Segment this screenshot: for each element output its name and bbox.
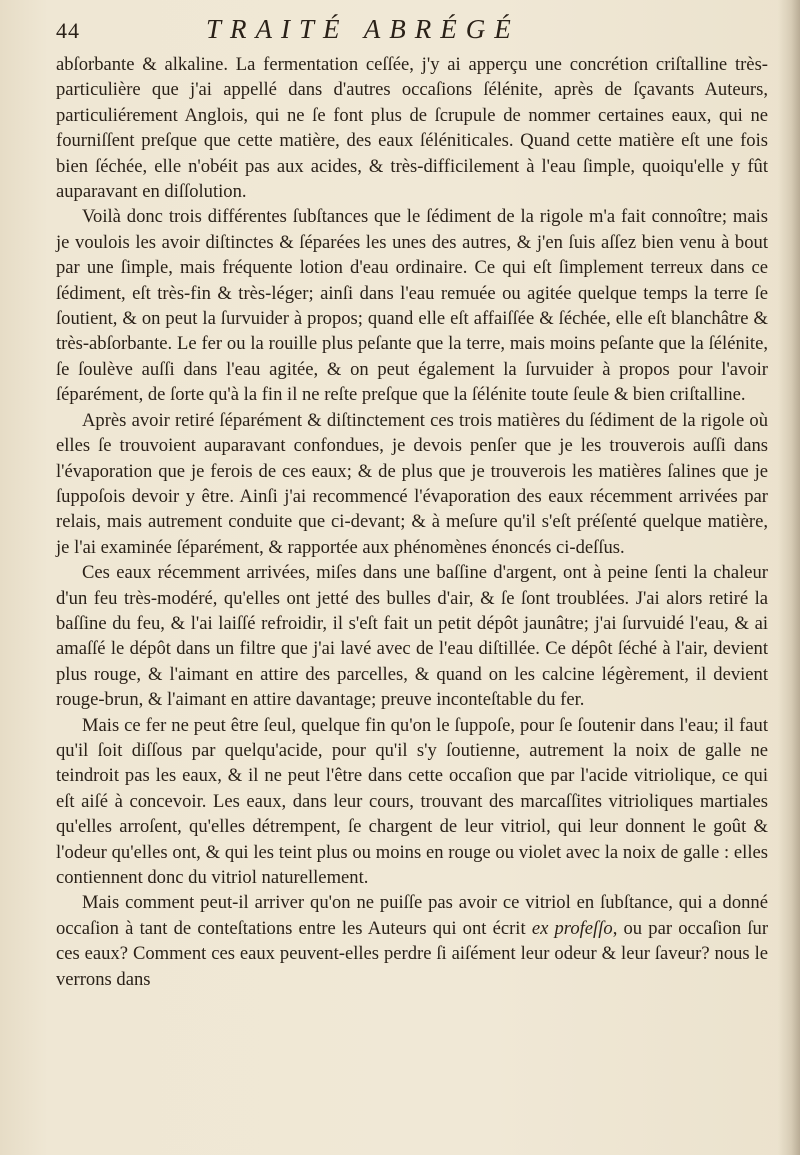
running-title: TRAITÉ ABRÉGÉ [206,14,520,44]
paragraph-6-after: , ou par occaſion ſur ces eaux? Comment ces eaux peuvent-elles perdre ſi aiſément leur odeur & leur ſaveur? nous le verrons dans [56,917,769,990]
paragraph-4: Ces eaux récemment arrivées, miſes dans une baſſine d'argent, ont à peine ſenti la chaleur d'un feu très-modéré, qu'elles ont jetté des bulles d'air, & ſe ſont troublées. J'ai alors retiré la baſſine du feu, & l'ai laiſſé refroidir, il s'eſt fait un petit dépôt jaunâtre; j'ai ſurvuidé l'eau, & ai amaſſé le dépôt dans un filtre que j'ai lavé avec de l'eau diſtillée. Ce dépôt ſéché à l'air, devient plus rouge, & l'aimant en attire des parcelles, & quand on les calcine légèrement, il devient rouge-brun, & l'aimant en attire davantage; preuve inconteſtable du fer. [56,562,768,711]
page-edge-shadow [778,0,800,1155]
page-header [56,12,760,48]
paragraph-6 [56,890,768,992]
paragraph-5: Mais ce fer ne peut être ſeul, quelque fin qu'on le ſuppoſe, pour ſe ſoutenir dans l'eau; il faut qu'il ſoit diſſous par quelqu'acide, pour qu'il s'y ſoutienne, autrement la noix de galle ne teindroit pas les eaux, & il ne peut l'être dans cette occaſion que par l'acide vitriolique, ce qui eſt aiſé à concevoir. Les eaux, dans leur cours, trouvant des marcaſſites vitrioliques martiales qu'elles arroſent, qu'elles détrempent, ſe chargent de leur vitriol, qui leur donnent le goût & l'odeur qu'elles ont, & qui les teint plus ou moins en rouge ou violet avec la noix de galle : elles contiennent donc du vitriol naturellement. [56,714,768,888]
paragraph-3: Après avoir retiré ſéparément & diſtinctement ces trois matières du ſédiment de la rigole où elles ſe trouvoient auparavant confondues, je devois penſer que je les trouverois auſſi dans l'évaporation que je ferois de ces eaux; & de plus que je trouverois les matières ſalines que je ſuppoſois devoir y être. Ainſi j'ai recommencé l'évaporation des eaux récemment arrivées par relais, mais autrement conduite que ci-devant; & à meſure qu'il s'eſt préſenté quelque matière, je l'ai examinée ſéparément, & rapportée aux phénomènes énoncés ci-deſſus. [56,409,768,558]
latin-phrase: ex profeſſo [531,917,613,939]
page-number: 44 [56,18,80,43]
paragraph-2: Voilà donc trois différentes ſubſtances que le ſédiment de la rigole m'a fait connoître; mais je voulois les avoir diſtinctes & ſéparées les unes des autres, & j'en ſuis aſſez bien venu à bout par une ſimple, mais fréquente lotion d'eau ordinaire. Ce qui eſt ſimplement terreux dans ce ſédiment, eſt très-fin & très-léger; ainſi dans l'eau remuée ou agitée quelque temps la terre ſe ſoutient, & on peut la ſurvuider à propos; quand elle eſt affaiſſée & ſéchée, elle eſt blanchâtre & très-abſorbante. Le fer ou la rouille plus peſante que la terre, mais moins peſante que la ſélénite, ſe ſoulève auſſi dans l'eau agitée, & on peut également la ſurvuider à propos pour l'avoir ſéparément, de ſorte qu'à la fin il ne reſte preſque que la ſélénite toute ſeule & bien criſtalline. [56,206,768,406]
paragraph-1: abſorbante & alkaline. La fermentation ceſſée, j'y ai apperçu une concrétion criſtalline très-particulière que j'ai appellé dans d'autres occaſions ſélénite, après de ſçavants Auteurs, particuliérement Anglois, qui ne ſe font plus de ſcrupule de nommer certaines eaux, qui ne fourniſſent preſque que cette matière, des eaux ſéléniticales. Quand cette matière eſt une fois bien ſéchée, elle n'obéit pas aux acides, & très-difficilement à l'eau ſimple, quoiqu'elle y fût auparavant en diſſolution. [56,54,768,203]
paragraph-6-before: Mais comment peut-il arriver qu'on ne puiſſe pas avoir ce vitriol en ſubſtance, qui a donné occaſion à tant de conteſtations entre les Auteurs qui ont écrit [56,892,768,939]
body-text [56,52,768,992]
